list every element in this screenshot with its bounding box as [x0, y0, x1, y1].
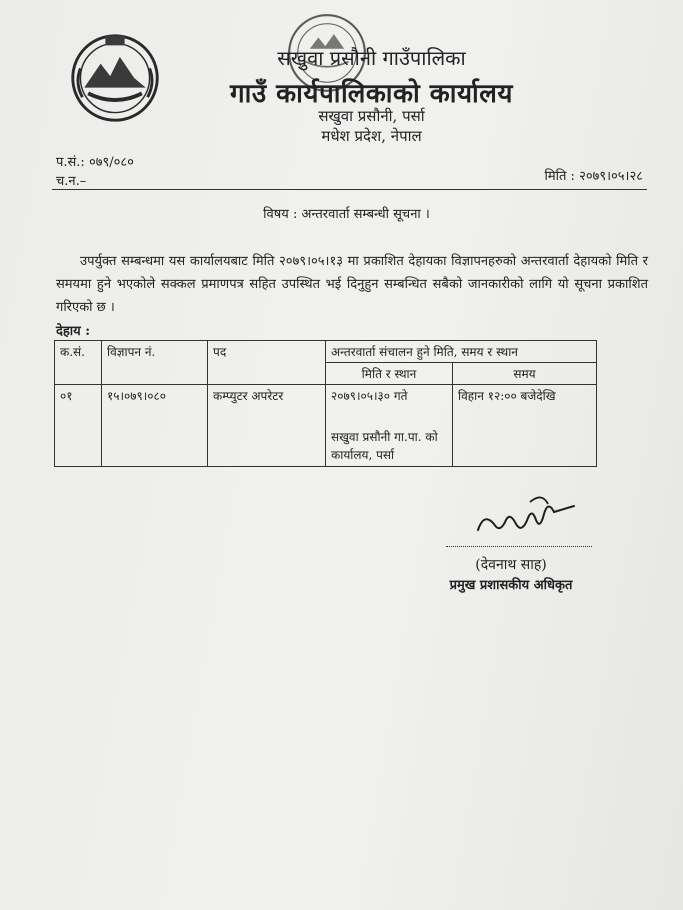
table-header-row — [55, 341, 597, 363]
interview-date: २०७९।०५।३० गते — [331, 389, 408, 403]
signature-line — [446, 546, 592, 547]
handwritten-signature — [470, 490, 580, 546]
signatory-name: (देवनाथ साह) — [475, 557, 547, 573]
interview-place: सखुवा प्रसौनी गा.पा. को कार्यालय, पर्सा — [331, 430, 438, 462]
patra-sankhya: प.सं.: ०७९/०८० — [56, 155, 134, 170]
header-advertisement-no: विज्ञापन नं. — [102, 341, 208, 385]
header-date-place: मिति र स्थान — [326, 363, 453, 385]
address-line-1: सखुवा प्रसौनी, पर्सा — [318, 107, 425, 125]
header-interview-group: अन्तरवार्ता संचालन हुने मिति, समय र स्थान — [326, 341, 597, 363]
table-label: देहाय : — [56, 324, 91, 339]
cell-time: विहान १२:०० बजेदेखि — [453, 385, 597, 467]
cell-sn: ०१ — [55, 385, 102, 467]
chalani-number: च.न.– — [56, 174, 87, 189]
cell-advertisement-no: १५।०७९।०८० — [102, 385, 208, 467]
address-line-2: मधेश प्रदेश, नेपाल — [321, 127, 422, 145]
header-post: पद — [208, 341, 326, 385]
header-time: समय — [453, 363, 597, 385]
municipality-name: सखुवा प्रसौनी गाउँपालिका — [277, 46, 466, 70]
cell-date-place — [326, 385, 453, 467]
document-date: मिति : २०७९।०५।२८ — [544, 169, 643, 184]
signatory-title: प्रमुख प्रशासकीय अधिकृत — [449, 578, 573, 593]
notice-body: उपर्युक्त सम्बन्धमा यस कार्यालयबाट मिति २०७९।०५।१३ मा प्रकाशित देहायका विज्ञापनहरुको अन्तरवार्ता देहायको मिति र समयमा हुने भएकोले सक्कल प्रमाणपत्र सहित उपस्थित भई दिनुहुन सम्बन्धित सबैको जानकारीको लागि यो सूचना प्रकाशित गरिएको छ । — [56, 254, 648, 315]
office-title: गाउँ कार्यपालिकाको कार्यालय — [230, 79, 513, 109]
table-row — [55, 385, 597, 467]
interview-table — [54, 340, 597, 467]
subject-line: विषय : अन्तरवार्ता सम्बन्धी सूचना । — [263, 207, 430, 222]
header-sn: क.सं. — [55, 341, 102, 385]
header-divider — [52, 189, 647, 190]
cell-post: कम्प्युटर अपरेटर — [208, 385, 326, 467]
